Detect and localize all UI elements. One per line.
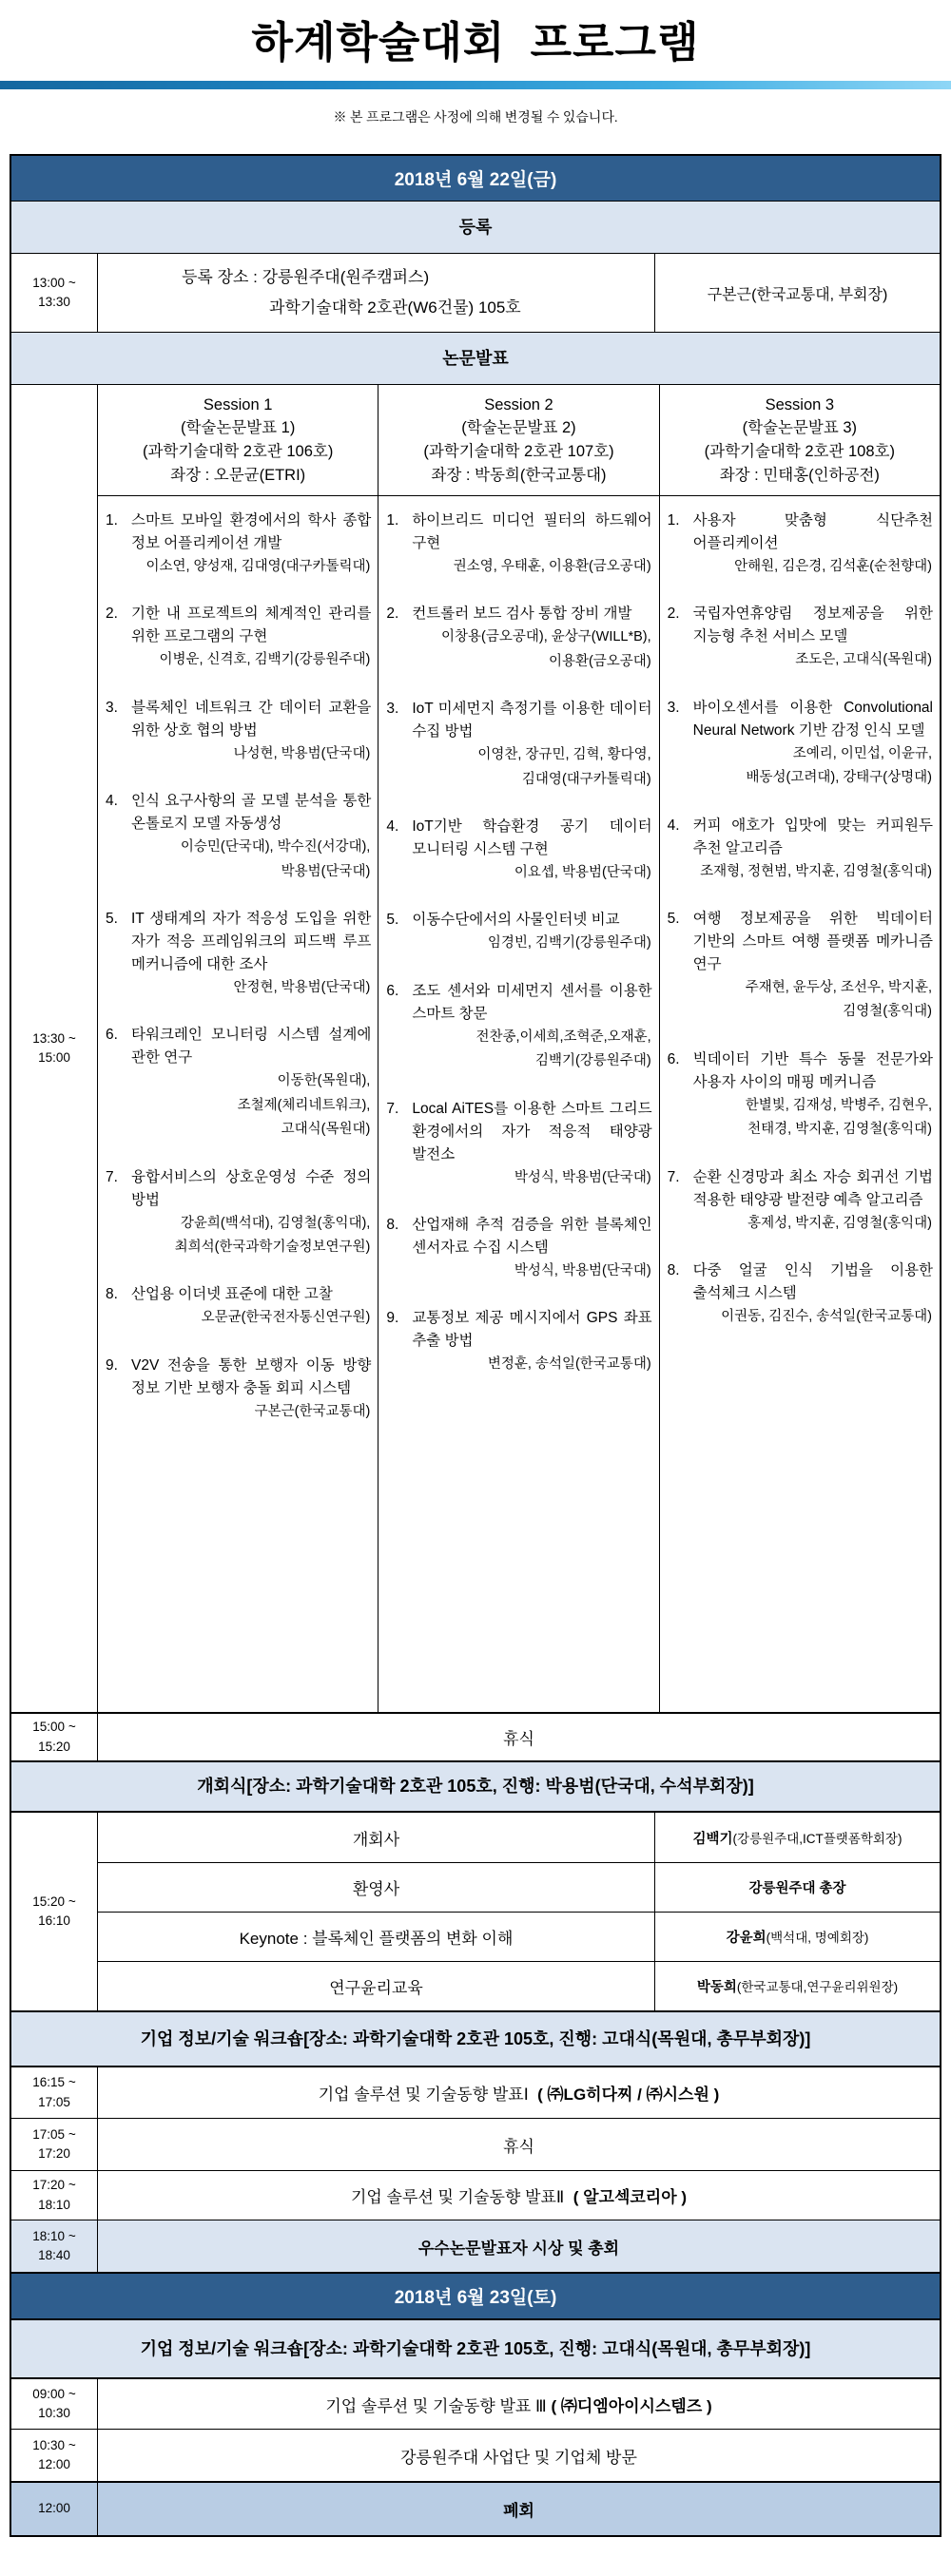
paper-authors: 박용범(단국대): [281, 863, 371, 879]
opening-band-label: 개회식[장소: 과학기술대학 2호관 105호, 진행: 박용범(단국대, 수석부회장)]: [197, 1777, 754, 1797]
paper-authors: 구본근(한국교통대): [254, 1403, 371, 1419]
paper-item: [668, 603, 933, 672]
sessions-time: 13:30 ~ 15:00: [32, 1030, 76, 1065]
paper-title: 1. 하이브리드 미디언 필터의 하드웨어 구현: [386, 512, 652, 552]
paper-authors: 조철제(체리네트워크),: [237, 1097, 371, 1113]
paper-item: [386, 909, 651, 955]
paper-authors: 이권동, 김진수, 송석일(한국교통대): [721, 1309, 932, 1325]
visit-label: 강릉원주대 사업단 및 기업체 방문: [97, 2430, 940, 2481]
session3-title: Session 3: [765, 395, 835, 413]
registration-row: [11, 253, 940, 332]
paper-title: 2. 컨트롤러 보드 검사 통합 장비 개발: [386, 606, 632, 623]
paper-item: [106, 1283, 371, 1330]
paper-item: [386, 509, 651, 579]
sessions-row: [11, 384, 940, 1712]
paper-item: [106, 1166, 371, 1260]
paper-title: 6. 조도 센서와 미세먼지 센서를 이용한 스마트 창문: [386, 982, 652, 1022]
session3-subtitle: (학술논문발표 3): [742, 419, 858, 437]
workshop1-time: 16:15 ~ 17:05: [32, 2075, 76, 2109]
title-divider-bar: [0, 81, 951, 89]
paper-authors: 이승민(단국대), 박수진(서강대),: [180, 839, 371, 855]
opening-speaker-2: 강릉원주대 총장: [654, 1862, 940, 1912]
break1-time: 15:00 ~ 15:20: [32, 1720, 76, 1754]
paper-item: [106, 790, 371, 884]
workshop2-time: 17:20 ~ 18:10: [32, 2178, 76, 2212]
workshop3-time: 09:00 ~ 10:30: [32, 2386, 76, 2420]
closing-row: [11, 2481, 940, 2535]
paper-item: [668, 815, 933, 884]
paper-item: [386, 980, 651, 1074]
registration-place-line2: 과학기술대학 2호관(W6건물) 105호: [269, 298, 521, 317]
session1-room: (과학기술대학 2호관 106호): [143, 443, 334, 460]
day1-date-label: 2018년 6월 22일(금): [394, 170, 557, 190]
paper-authors: 홍제성, 박지훈, 김영철(홍익대): [747, 1215, 932, 1231]
workshop-band-day2-label: 기업 정보/기술 워크숍[장소: 과학기술대학 2호관 105호, 진행: 고대식(목원대, 총무부회장)]: [140, 2338, 811, 2358]
paper-title: 6. 타워크레인 모니터링 시스템 설계에 관한 연구: [106, 1027, 372, 1067]
paper-item: [386, 698, 651, 792]
registration-place-line1: 등록 장소 : 강릉원주대(원주캠퍼스): [182, 267, 430, 286]
paper-authors: 조도은, 고대식(목원대): [795, 652, 932, 668]
closing-label: 폐회: [97, 2483, 940, 2535]
paper-title: 3. 바이오센서를 이용한 Convolutional Neural Network 기반 감정 인식 모델: [667, 699, 933, 739]
paper-title: 3. IoT 미세먼지 측정기를 이용한 데이터 수집 방법: [386, 701, 652, 740]
paper-authors: 안정현, 박용범(단국대): [233, 980, 371, 996]
paper-item: [668, 1259, 933, 1329]
paper-title: 4. 커피 애호가 입맛에 맞는 커피원두 추천 알고리즘: [667, 817, 933, 856]
break2-label: 휴식: [97, 2119, 940, 2170]
paper-authors: 고대식(목원대): [281, 1122, 371, 1138]
day2-date-header: [11, 2272, 940, 2318]
opening-speaker-3: 강윤희(백석대, 명예회장): [654, 1912, 940, 1961]
paper-authors: 배동성(고려대), 강태구(상명대): [746, 770, 932, 786]
break1-label: 휴식: [97, 1714, 940, 1760]
opening-band: [11, 1760, 940, 1811]
paper-title: 7. Local AiTES를 이용한 스마트 그리드 환경에서의 자가 적응적 태양광 발전소: [386, 1100, 652, 1163]
awards-label: 우수논문발표자 시상 및 총회: [97, 2220, 940, 2272]
session2-paper-list: [378, 495, 658, 1712]
paper-authors: 이영찬, 장규민, 김혁, 황다영,: [477, 747, 651, 763]
session3-room: (과학기술대학 2호관 108호): [704, 443, 895, 460]
session2-header: [378, 385, 658, 495]
paper-title: 1. 사용자 맞춤형 식단추천 어플리케이션: [667, 512, 933, 552]
paper-authors: 조재형, 정현범, 박지훈, 김영철(홍익대): [700, 863, 932, 879]
paper-authors: 나성현, 박용범(단국대): [233, 745, 371, 761]
workshop-band-day1-label: 기업 정보/기술 워크숍[장소: 과학기술대학 2호관 105호, 진행: 고대식(목원대, 총무부회장)]: [140, 2028, 811, 2048]
closing-time: 12:00: [38, 2501, 70, 2516]
program-table: [10, 154, 941, 2537]
paper-authors: 전찬종,이세희,조혁준,오재훈,: [476, 1028, 651, 1045]
paper-authors: 안해원, 김은경, 김석훈(순천향대): [734, 559, 932, 575]
paper-item: [668, 1166, 933, 1236]
paper-title: 8. 산업용 이더넷 표준에 대한 고찰: [106, 1286, 333, 1303]
paper-authors: 주재현, 윤두상, 조선우, 박지훈,: [745, 980, 932, 996]
disclaimer-note: ※ 본 프로그램은 사정에 의해 변경될 수 있습니다.: [333, 111, 618, 125]
paper-authors: 변정훈, 송석일(한국교통대): [487, 1356, 651, 1373]
paper-authors: 최희석(한국과학기술정보연구원): [174, 1239, 371, 1255]
visit-time: 10:30 ~ 12:00: [32, 2437, 76, 2471]
day2-date-label: 2018년 6월 23일(토): [394, 2288, 557, 2308]
opening-item-1: 개회사: [97, 1813, 654, 1862]
paper-title: 5. 이동수단에서의 사물인터넷 비교: [386, 912, 620, 929]
paper-authors: 강윤희(백석대), 김영철(홍익대),: [180, 1215, 371, 1231]
paper-title: 2. 국립자연휴양림 정보제공을 위한 지능형 추천 서비스 모델: [667, 606, 933, 645]
paper-title: 9. V2V 전송을 통한 보행자 이동 방향 정보 기반 보행자 충돌 회피 시스템: [106, 1356, 372, 1396]
opening-time: 15:20 ~ 16:10: [32, 1894, 76, 1928]
workshop2-row: [11, 2170, 940, 2220]
paper-authors: 김대영(대구카톨릭대): [521, 771, 651, 787]
paper-title: 8. 다중 얼굴 인식 기법을 이용한 출석체크 시스템: [667, 1261, 933, 1301]
paper-title: 3. 블록체인 네트워크 간 데이터 교환을 위한 상호 협의 방법: [106, 699, 372, 739]
session3-header: [659, 385, 940, 495]
paper-authors: 이요셉, 박용범(단국대): [514, 864, 651, 880]
paper-title: 7. 순환 신경망과 최소 자승 회귀선 기법 적용한 태양광 발전량 예측 알고리즘: [667, 1168, 933, 1208]
visit-row: [11, 2429, 940, 2481]
awards-row: [11, 2220, 940, 2272]
paper-item: [386, 1098, 651, 1190]
session2-title: Session 2: [484, 395, 553, 413]
paper-title: 8. 산업재해 추적 검증을 위한 블록체인 센서자료 수집 시스템: [386, 1216, 652, 1256]
paper-title: 5. IT 생태계의 자가 적응성 도입을 위한 자가 적응 프레임워크의 피드백 루프 메커니즘에 대한 조사: [106, 911, 372, 973]
papers-band-label: 논문발표: [442, 348, 509, 368]
paper-item: [668, 908, 933, 1025]
workshop3-label: 기업 솔루션 및 기술동향 발표 Ⅲ ( ㈜디엠아이시스템즈 ): [97, 2379, 940, 2429]
session2-chair: 좌장 : 박동희(한국교통대): [431, 466, 607, 484]
paper-title: 6. 빅데이터 기반 특수 동물 전문가와 사용자 사이의 매핑 메커니즘: [667, 1050, 933, 1090]
paper-item: [106, 1024, 371, 1142]
registration-host: 구본근(한국교통대, 부회장): [654, 254, 940, 332]
paper-item: [386, 1214, 651, 1283]
paper-authors: 김영철(홍익대): [843, 1004, 932, 1020]
session2-subtitle: (학술논문발표 2): [461, 419, 576, 437]
page-title: 하계학술대회 프로그램: [251, 19, 700, 67]
session1-title: Session 1: [203, 395, 273, 413]
paper-authors: 한별빛, 김재성, 박병주, 김현우,: [745, 1097, 932, 1113]
paper-item: [386, 816, 651, 885]
session1-paper-list: [97, 495, 378, 1712]
paper-item: [386, 1307, 651, 1376]
paper-authors: 김백기(강릉원주대): [534, 1053, 651, 1069]
workshop-band-day2: [11, 2318, 940, 2377]
paper-authors: 이병운, 신격호, 김백기(강릉원주대): [159, 652, 371, 668]
opening-speaker-4: 박동희(한국교통대,연구윤리위원장): [654, 1961, 940, 2010]
paper-item: [386, 603, 651, 674]
workshop3-row: [11, 2377, 940, 2429]
awards-time: 18:10 ~ 18:40: [32, 2228, 76, 2262]
paper-title: 7. 융합서비스의 상호운영성 수준 정의 방법: [106, 1168, 372, 1208]
opening-item-4: 연구윤리교육: [97, 1961, 654, 2010]
paper-item: [106, 697, 371, 766]
paper-authors: 권소영, 우태훈, 이용환(금오공대): [453, 559, 651, 575]
session2-room: (과학기술대학 2호관 107호): [423, 443, 614, 460]
paper-item: [668, 509, 933, 579]
opening-speaker-1: 김백기(강릉원주대,ICT플랫폼학회장): [654, 1813, 940, 1862]
workshop1-label: 기업 솔루션 및 기술동향 발표Ⅰ ( ㈜LG히다찌 / ㈜시스원 ): [97, 2067, 940, 2118]
break2-row: [11, 2118, 940, 2170]
paper-authors: 천태경, 박지훈, 김영철(홍익대): [747, 1122, 932, 1138]
opening-item-3: Keynote : 블록체인 플랫폼의 변화 이해: [97, 1912, 654, 1961]
session1-subtitle: (학술논문발표 1): [180, 419, 296, 437]
paper-authors: 이동한(목원대),: [277, 1073, 371, 1089]
registration-place: [97, 254, 654, 332]
break2-time: 17:05 ~ 17:20: [32, 2126, 76, 2161]
registration-band: [11, 201, 940, 253]
paper-item: [668, 697, 933, 791]
session3-paper-list: [659, 495, 940, 1712]
workshop1-row: [11, 2066, 940, 2118]
paper-title: 9. 교통정보 제공 메시지에서 GPS 좌표 추출 방법: [386, 1310, 652, 1350]
papers-band: [11, 332, 940, 384]
workshop-band-day1: [11, 2010, 940, 2066]
paper-authors: 이용환(금오공대): [548, 653, 651, 669]
registration-band-label: 등록: [458, 217, 493, 237]
session1-header: [97, 385, 378, 495]
paper-authors: 임경빈, 김백기(강릉원주대): [487, 935, 651, 952]
paper-item: [106, 908, 371, 1000]
paper-item: [106, 603, 371, 672]
paper-item: [668, 1048, 933, 1143]
paper-title: 4. IoT기반 학습환경 공기 데이터 모니터링 시스템 구현: [386, 817, 652, 857]
opening-item-2: 환영사: [97, 1862, 654, 1912]
paper-title: 5. 여행 정보제공을 위한 빅데이터 기반의 스마트 여행 플랫폼 메카니즘 연구: [667, 911, 933, 973]
paper-title: 1. 스마트 모바일 환경에서의 학사 종합 정보 어플리케이션 개발: [106, 512, 372, 552]
paper-authors: 박성식, 박용범(단국대): [514, 1262, 651, 1278]
session3-chair: 좌장 : 민태홍(인하공전): [719, 466, 880, 484]
paper-authors: 이창용(금오공대), 윤상구(WILL*B),: [441, 629, 651, 645]
paper-item: [106, 509, 371, 579]
break1-row: [11, 1712, 940, 1760]
paper-title: 4. 인식 요구사항의 골 모델 분석을 통한 온톨로지 모델 자동생성: [106, 793, 372, 833]
paper-authors: 조예리, 이민섭, 이윤규,: [792, 745, 932, 761]
paper-authors: 오문균(한국전자통신연구원): [201, 1310, 371, 1326]
opening-rows: [11, 1811, 940, 2010]
paper-title: 2. 기한 내 프로젝트의 체계적인 관리를 위한 프로그램의 구현: [106, 606, 372, 645]
session1-chair: 좌장 : 오문균(ETRI): [170, 466, 306, 484]
paper-authors: 이소연, 양성재, 김대영(대구카톨릭대): [146, 559, 371, 575]
paper-item: [106, 1355, 371, 1424]
registration-time: 13:00 ~ 13:30: [32, 275, 76, 309]
paper-authors: 박성식, 박용범(단국대): [514, 1169, 651, 1185]
day1-date-header: [11, 156, 940, 201]
workshop2-label: 기업 솔루션 및 기술동향 발표Ⅱ ( 알고섹코리아 ): [97, 2171, 940, 2220]
